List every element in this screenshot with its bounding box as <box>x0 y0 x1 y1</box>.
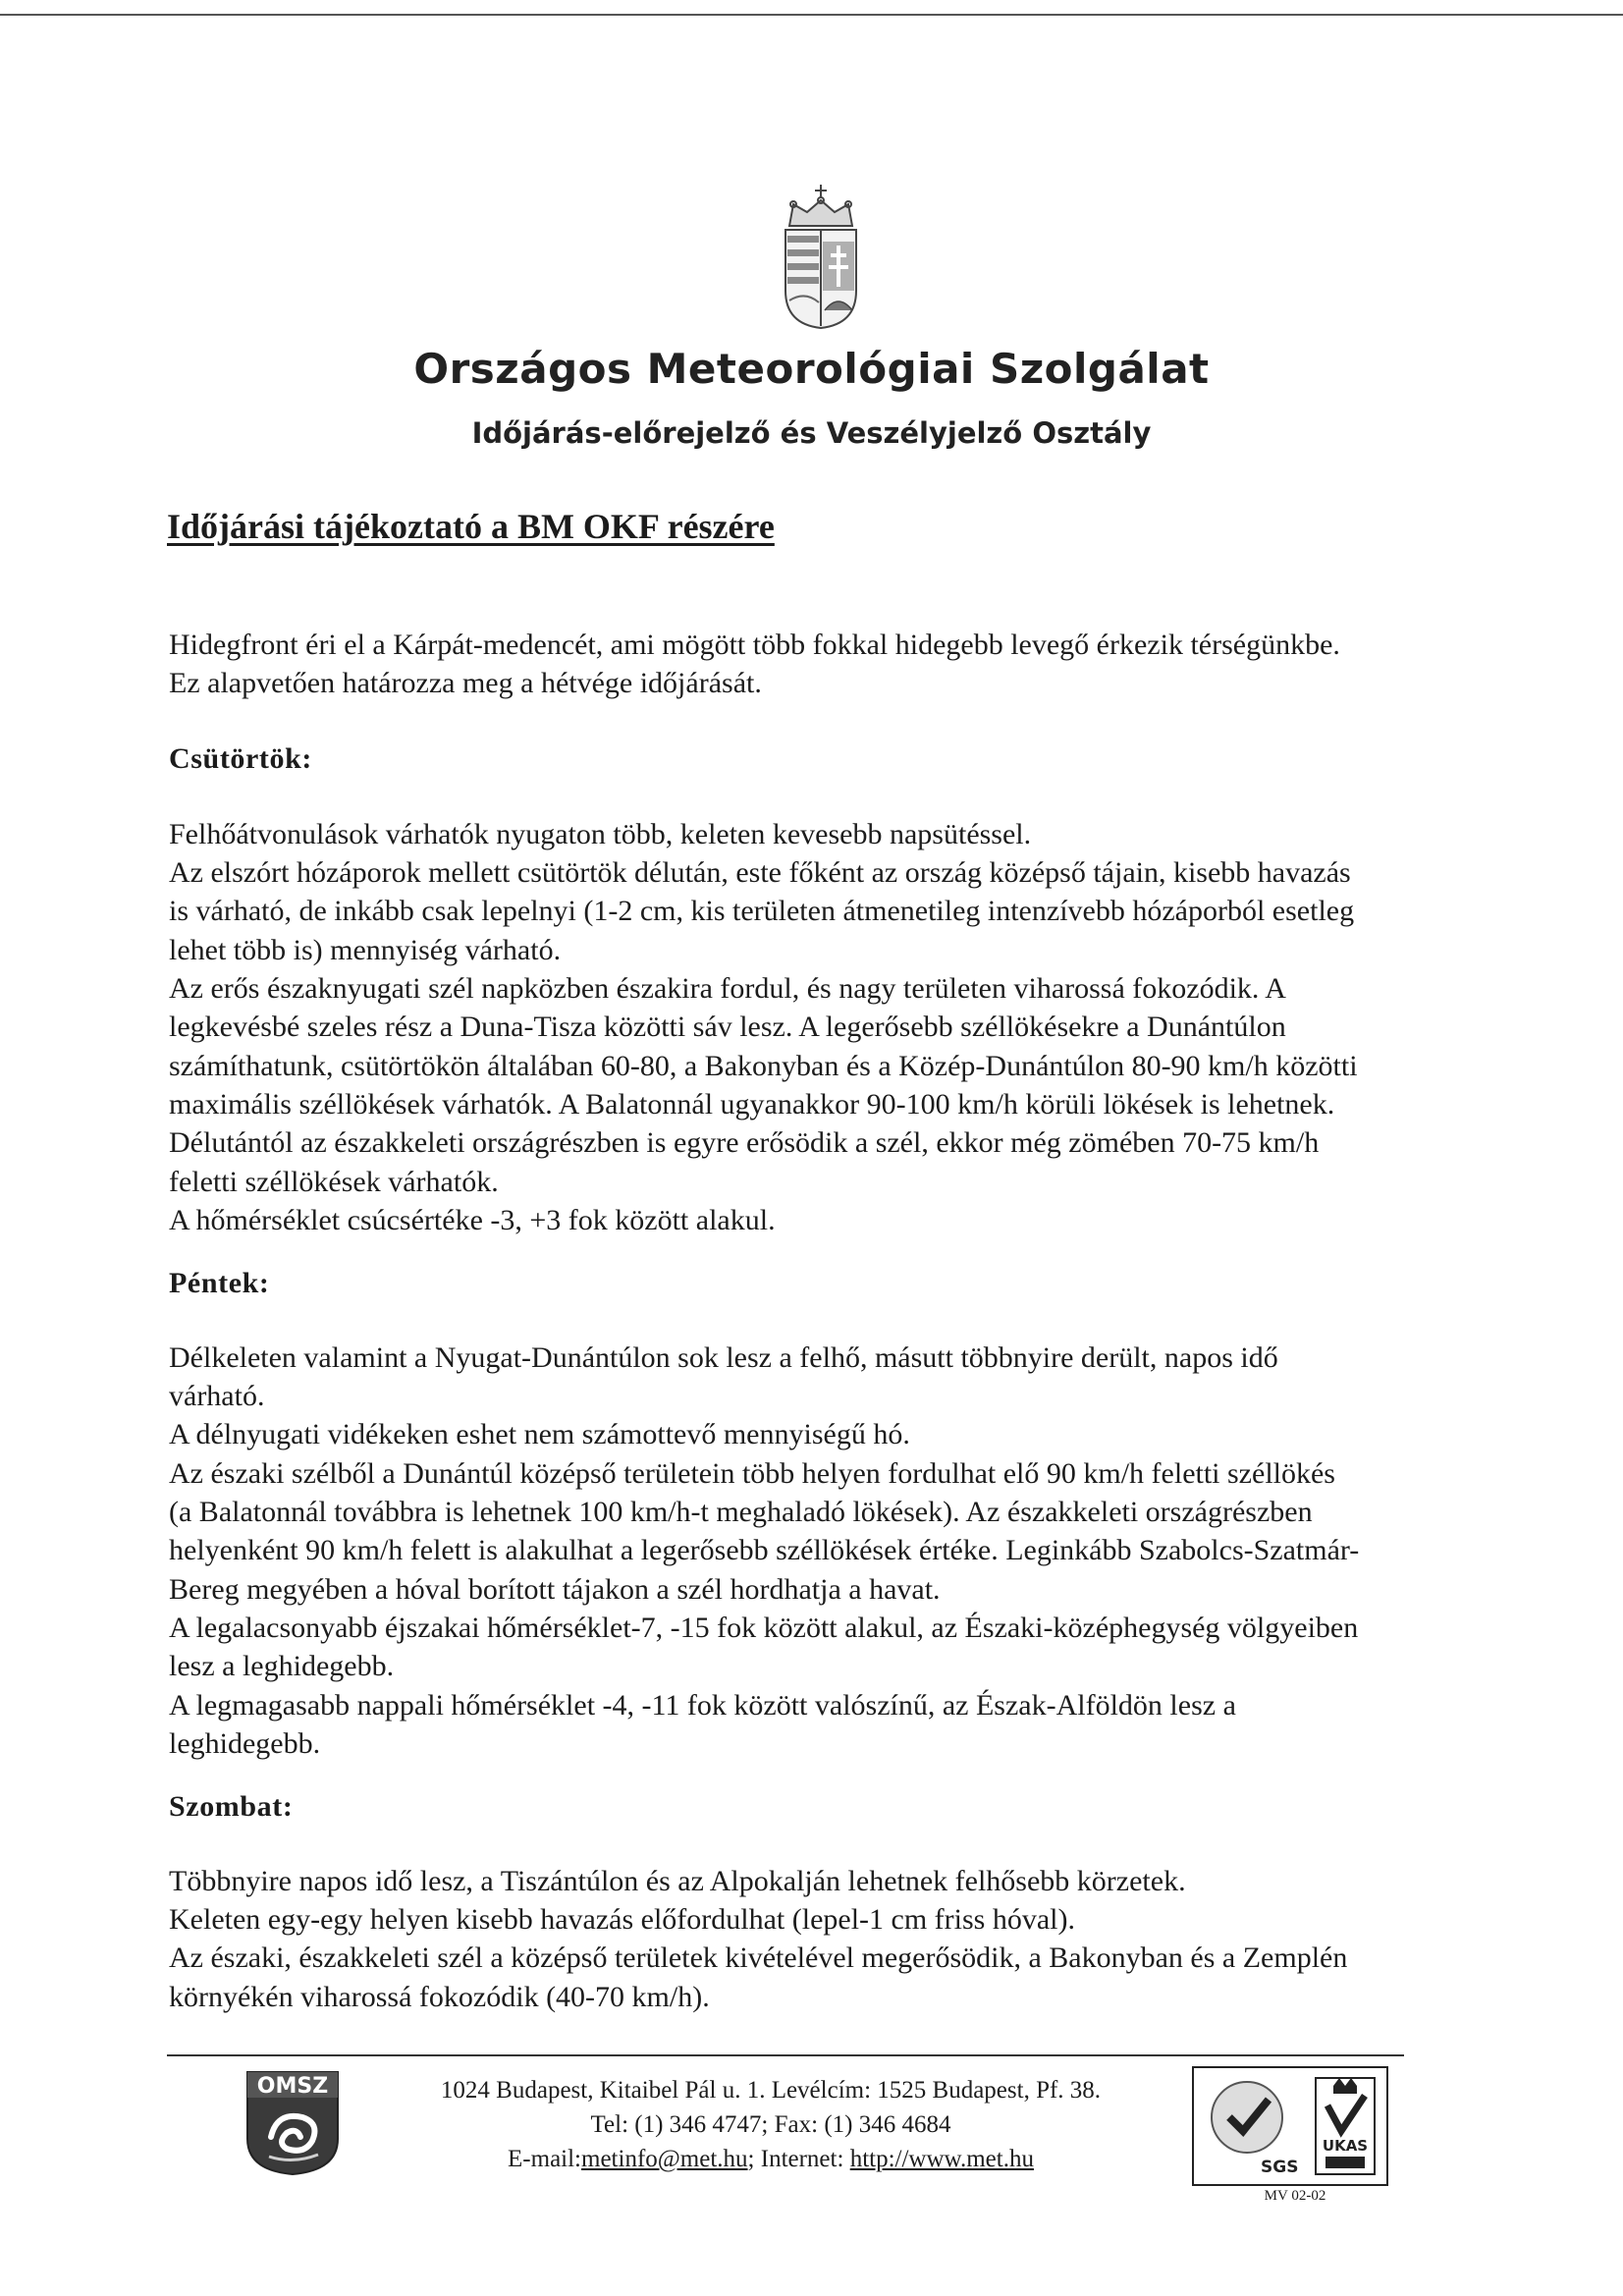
organization-name: Országos Meteorológiai Szolgálat <box>413 345 1210 393</box>
section-line: helyenként 90 km/h felett is alakulhat a legerősebb széllökések értéke. Leginkább Szabolcs-Szatmár- <box>169 1534 1360 1566</box>
certification-code: MV 02-02 <box>1264 2188 1326 2204</box>
section-line: Az elszórt hózáporok mellett csütörtök délután, este főként az ország középső tájain, kisebb havazás <box>169 856 1351 889</box>
email-link[interactable]: metinfo@met.hu <box>581 2146 748 2172</box>
section-line: maximális széllökések várhatók. A Balatonnál ugyanakkor 90-100 km/h körüli lökések is lehetnek. <box>169 1088 1335 1121</box>
footer-contact <box>373 2142 1168 2176</box>
section-line: feletti széllökések várhatók. <box>169 1166 499 1198</box>
section-line: Délutántól az északkeleti országrészben is egyre erősödik a szél, ekkor még zömében 70-75 km/h <box>169 1126 1320 1159</box>
section-line: lesz a leghidegebb. <box>169 1650 395 1682</box>
section-line: A délnyugati vidékeken eshet nem számottevő mennyiségű hó. <box>169 1418 910 1450</box>
section-line: számíthatunk, csütörtökön általában 60-80, a Bakonyban és a Közép-Dunántúlon 80-90 km/h közötti <box>169 1050 1358 1082</box>
section-line: várható. <box>169 1380 265 1412</box>
section-line: Többnyire napos idő lesz, a Tiszántúlon és az Alpokalján lehetnek felhősebb körzetek. <box>169 1865 1186 1897</box>
section-line: Felhőátvonulások várhatók nyugaton több, keleten kevesebb napsütéssel. <box>169 818 1032 850</box>
intro-line: Ez alapvetően határozza meg a hétvége időjárását. <box>169 667 762 699</box>
section-line: Délkeleten valamint a Nyugat-Dunántúlon sok lesz a felhő, másutt többnyire derült, napos idő <box>169 1341 1278 1374</box>
omsz-logo-icon <box>243 2068 342 2176</box>
omsz-logo-text: OMSZ <box>256 2074 329 2099</box>
sgs-label: SGS <box>1261 2158 1299 2177</box>
top-border-line <box>0 14 1623 16</box>
ukas-label: UKAS <box>1322 2137 1369 2155</box>
section-line: A hőmérséklet csúcsértéke -3, +3 fok között alakul. <box>169 1204 776 1236</box>
section-line: Az északi, északkeleti szél a középső területek kivételével megerősödik, a Bakonyban és a Zemplén <box>169 1941 1348 1974</box>
section-line: Az erős északnyugati szél napközben északira fordul, és nagy területen viharossá fokozódik. A <box>169 972 1286 1005</box>
section-line: (a Balatonnál továbbra is lehetnek 100 km/h-t meghaladó lökések). Az északkeleti országrészben <box>169 1496 1313 1528</box>
internet-label: ; Internet: <box>747 2146 850 2172</box>
intro-line: Hidegfront éri el a Kárpát-medencét, ami mögött több fokkal hidegebb levegő érkezik térségünkbe. <box>169 629 1340 661</box>
section-line: Bereg megyében a hóval borított tájakon a szél hordhatja a havat. <box>169 1573 941 1606</box>
section-line: legkevésbé szeles rész a Duna-Tisza közötti sáv lesz. A legerősebb széllökésekre a Dunántúlon <box>169 1011 1286 1043</box>
section-line: A legalacsonyabb éjszakai hőmérséklet-7, -15 fok között alakul, az Északi-középhegység völgyeiben <box>169 1612 1359 1644</box>
section-line: környékén viharossá fokozódik (40-70 km/h). <box>169 1981 710 2013</box>
hungarian-coat-of-arms-icon <box>776 183 866 330</box>
email-label: E-mail: <box>508 2146 582 2172</box>
website-link[interactable]: http://www.met.hu <box>849 2146 1034 2172</box>
section-heading-thursday: Csütörtök: <box>169 742 312 775</box>
section-line: A legmagasabb nappali hőmérséklet -4, -11 fok között valószínű, az Észak-Alföldön lesz a <box>169 1689 1236 1722</box>
section-heading-friday: Péntek: <box>169 1267 270 1299</box>
section-line: Az északi szélből a Dunántúl középső területein több helyen fordulhat elő 90 km/h feletti széllökés <box>169 1457 1335 1490</box>
footer-address: 1024 Budapest, Kitaibel Pál u. 1. Levélcím: 1525 Budapest, Pf. 38. <box>440 2077 1102 2104</box>
footer-divider <box>167 2054 1404 2056</box>
section-line: lehet több is) mennyiség várható. <box>169 934 562 966</box>
certification-mark-icon <box>1192 2066 1388 2186</box>
footer-phone-fax: Tel: (1) 346 4747; Fax: (1) 346 4684 <box>590 2111 951 2138</box>
department-name: Időjárás-előrejelző és Veszélyjelző Osztály <box>471 416 1152 450</box>
document-title: Időjárási tájékoztató a BM OKF részére <box>167 507 775 546</box>
section-line: is várható, de inkább csak lepelnyi (1-2 cm, kis területen átmenetileg intenzívebb hózáporból esetleg <box>169 895 1355 927</box>
section-line: Keleten egy-egy helyen kisebb havazás előfordulhat (lepel-1 cm friss hóval). <box>169 1903 1075 1936</box>
section-heading-saturday: Szombat: <box>169 1790 294 1823</box>
section-line: leghidegebb. <box>169 1727 321 1760</box>
